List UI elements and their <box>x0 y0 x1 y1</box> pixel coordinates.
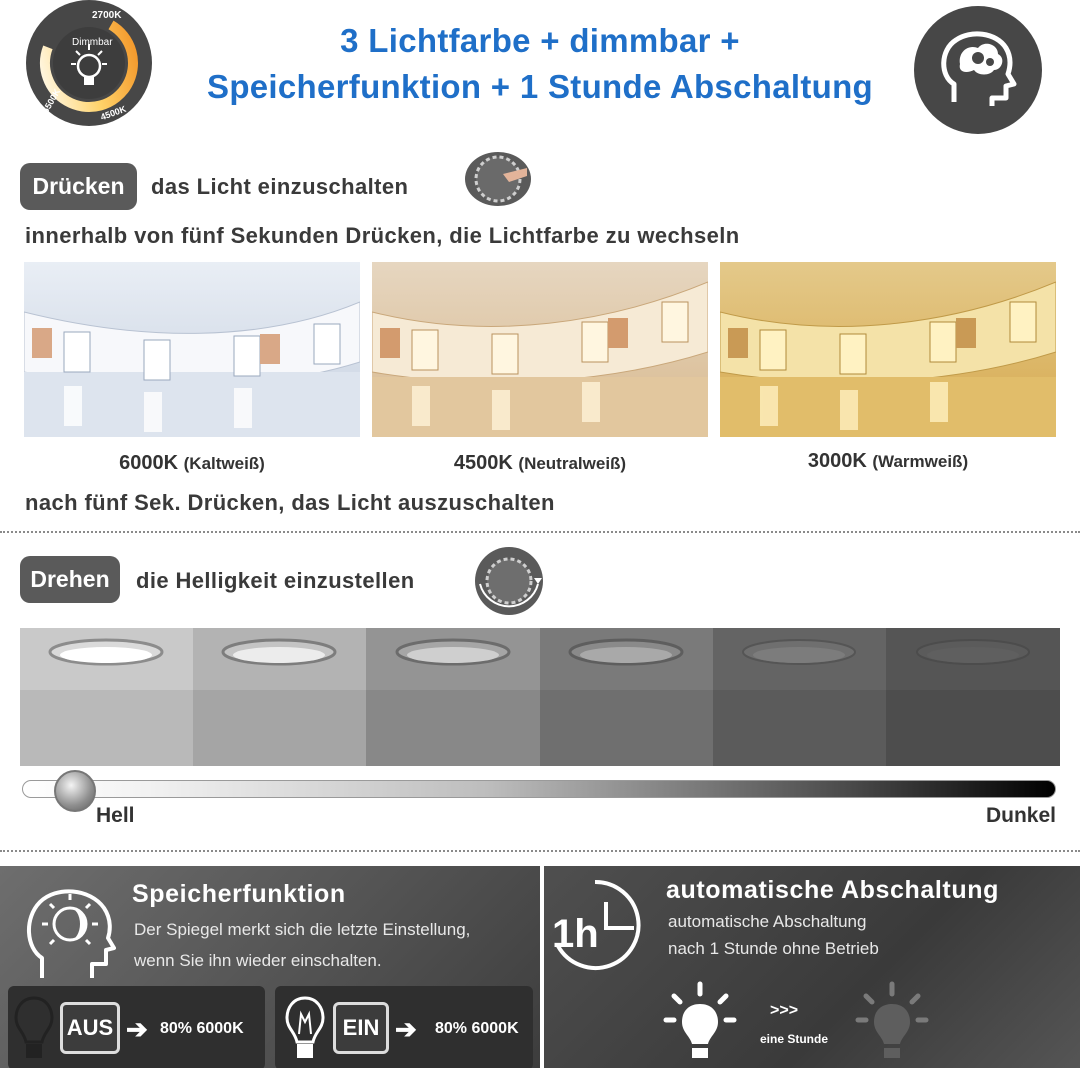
dial-label-6500k: 6500K <box>40 87 63 115</box>
memory-title: Speicherfunktion <box>132 880 346 908</box>
state-on-result: 80% 6000K <box>435 1020 519 1037</box>
arrow-right-icon: ➔ <box>126 1014 148 1044</box>
caption-warm-name: (Warmweiß) <box>872 452 969 471</box>
led-strip-warm <box>720 262 1056 437</box>
caption-cold-temp: 6000K <box>119 452 179 474</box>
clock-1h-icon <box>548 878 642 972</box>
slider-label-dunkel: Dunkel <box>985 804 1056 827</box>
caption-cold <box>24 452 360 475</box>
arrows-text: >>> <box>770 1002 799 1019</box>
memory-on-box <box>275 986 533 1068</box>
section-divider-2 <box>0 850 1080 852</box>
brain-memory-icon <box>914 6 1042 134</box>
caption-neutral-temp: 4500K <box>453 452 513 474</box>
dial-label-2700k: 2700K <box>92 10 122 21</box>
title-line-1: 3 Lichtfarbe + dimmbar + <box>340 22 740 59</box>
off-instruction: nach fünf Sek. Drücken, das Licht auszuschalten <box>25 490 555 515</box>
auto-off-text-1: automatische Abschaltung <box>668 912 867 931</box>
slider-label-hell: Hell <box>96 804 135 827</box>
press-label-pill: Drücken <box>20 163 137 210</box>
bulb-bright-icon <box>662 980 738 1064</box>
state-on-pill: EIN <box>333 1002 389 1054</box>
caption-neutral <box>372 452 708 475</box>
memory-panel <box>0 866 540 1068</box>
auto-off-text-2: nach 1 Stunde ohne Betrieb <box>668 939 879 958</box>
arrow-right-icon: ➔ <box>395 1014 417 1044</box>
brightness-levels <box>20 628 1060 766</box>
brightness-slider-track[interactable] <box>22 780 1056 798</box>
dial-label-4500k: 4500K <box>99 103 128 123</box>
caption-cold-name: (Kaltweiß) <box>183 454 265 473</box>
title-line-2: Speicherfunktion + 1 Stunde Abschaltung <box>207 68 873 105</box>
caption-warm <box>720 450 1056 473</box>
section-divider-1 <box>0 531 1080 533</box>
auto-off-panel <box>544 866 1080 1068</box>
brightness-slider-knob[interactable] <box>54 770 96 812</box>
press-sub-instruction: innerhalb von fünf Sekunden Drücken, die Lichtfarbe zu wechseln <box>25 223 740 248</box>
bulb-on-icon <box>285 994 325 1064</box>
state-off-pill: AUS <box>60 1002 120 1054</box>
led-strip-neutral <box>372 262 708 437</box>
press-knob-icon <box>465 152 531 206</box>
memory-off-box <box>8 986 265 1068</box>
memory-text-2: wenn Sie ihn wieder einschalten. <box>134 951 382 970</box>
bulb-dim-icon <box>854 980 930 1064</box>
auto-off-title: automatische Abschaltung <box>666 876 999 904</box>
page-title <box>150 18 930 110</box>
state-off-result: 80% 6000K <box>160 1020 244 1037</box>
turn-instruction: die Helligkeit einzustellen <box>136 568 415 593</box>
memory-text-1: Der Spiegel merkt sich die letzte Einstellung, <box>134 920 471 939</box>
caption-warm-temp: 3000K <box>807 450 867 472</box>
dial-label-dimmbar: Dimmbar <box>72 37 113 48</box>
head-moon-sun-icon <box>20 874 116 986</box>
caption-neutral-name: (Neutralweiß) <box>518 454 627 473</box>
turn-knob-icon <box>472 546 546 616</box>
one-hour-caption: eine Stunde <box>760 1032 829 1046</box>
bulb-off-icon <box>14 994 54 1064</box>
press-instruction: das Licht einzuschalten <box>151 174 409 199</box>
dimmer-dial-icon <box>26 0 152 126</box>
led-strip-cold <box>24 262 360 437</box>
clock-label: 1h <box>552 912 599 956</box>
turn-label-pill: Drehen <box>20 556 120 603</box>
